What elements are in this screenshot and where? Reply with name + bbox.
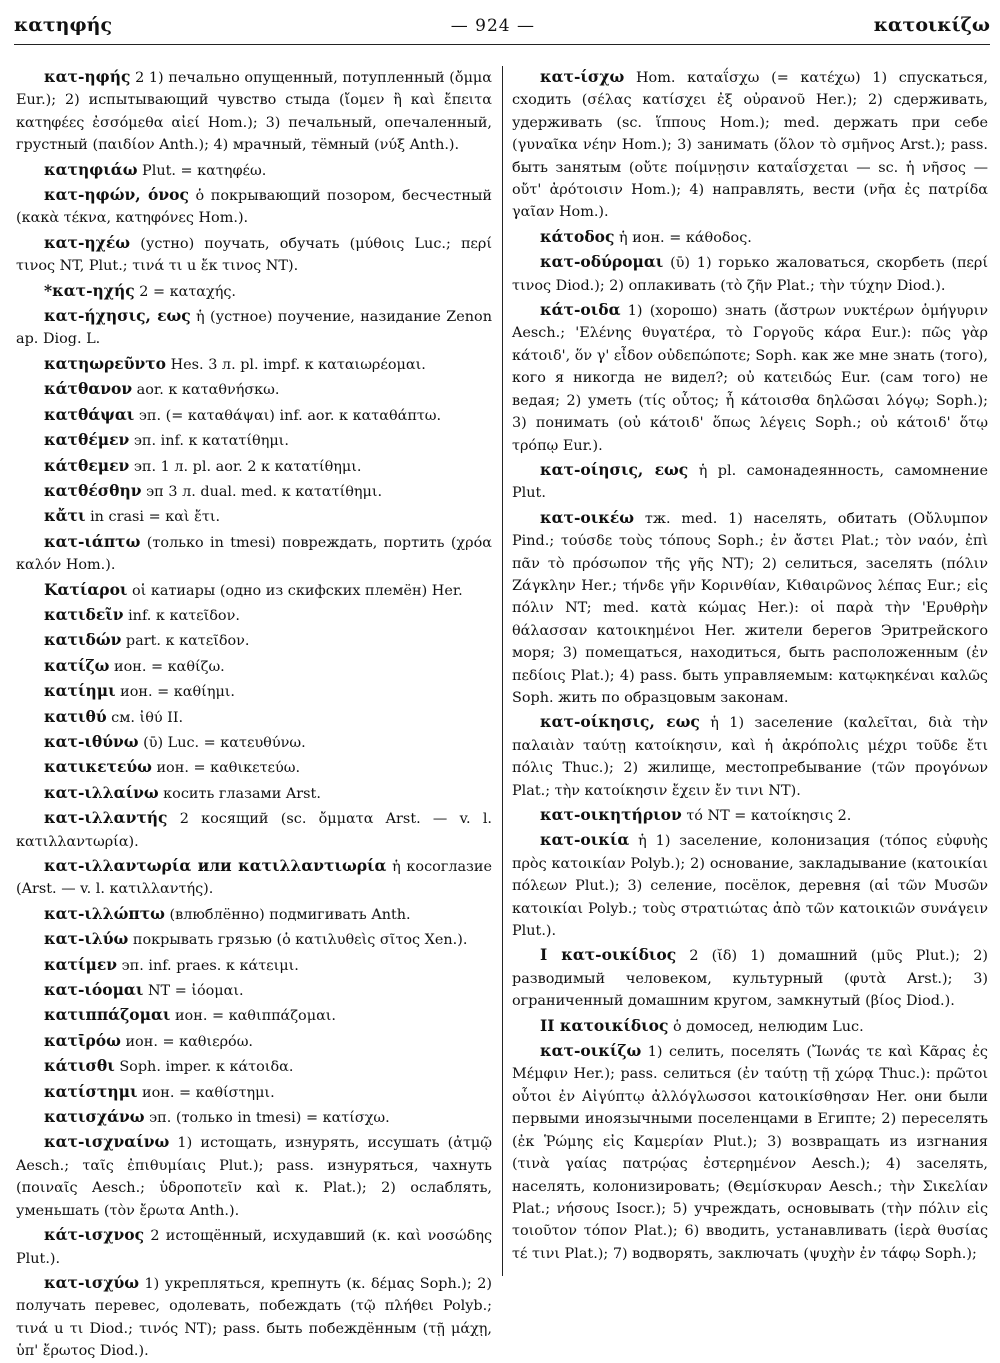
entry-headword: κατῑρόω — [44, 1030, 121, 1050]
entry-headword: κατηφιάω — [44, 159, 138, 179]
entry-headword: κατ-ισχύω — [44, 1272, 140, 1292]
entry-definition: τό NT = κατοίκησις 2. — [686, 808, 852, 824]
left-column — [16, 66, 493, 1360]
entry-definition: ἡ 1) заселение, колонизация (τόπος εὐφυὴς πρὸς κατοικίαν Polyb.); 2) основание, закладывание (κατοικίαι πόλεων Plut.); 3) селение, посёлок, деревня (αἱ τῶν Μυσῶν κατοικίαι Polyb.; τοὺς στρατιώτας ἀπὸ τῶν κατοικιῶν συνάγειν Plut.). — [512, 833, 988, 940]
entry-headword: κατ-οικητήριον — [540, 805, 682, 824]
entry-definition: ἡ косоглазие (Arst. — v. l. κατιλλαντής). — [16, 859, 493, 898]
dictionary-entry — [16, 928, 492, 951]
entry-definition: эп. (только in tmesi) = κατίσχω. — [149, 1110, 390, 1127]
entry-definition: эп. (= καταθάψαι) inf. aor. к καταθάπτω. — [138, 407, 442, 424]
entry-definition: ἡ ион. = κάθοδος. — [619, 229, 752, 246]
entry-headword: κατιδών — [44, 630, 122, 650]
entry-headword: κατ-ίσχω — [540, 67, 625, 86]
dictionary-entry — [16, 1081, 492, 1104]
entry-definition: Soph. imper. к κάτοιδα. — [119, 1059, 294, 1076]
dictionary-entry — [512, 66, 988, 224]
entry-definition: ион. = καθίζω. — [114, 658, 225, 675]
entry-headword: κάτοδος — [540, 226, 615, 246]
entry-headword: κατ-ιλλαντωρία или κατιλλαντιωρία — [44, 856, 387, 875]
entry-headword: κατίμεν — [44, 954, 117, 974]
dictionary-entry — [16, 280, 492, 303]
entry-definition: ὁ покрывающий позором, бесчестный (κακὰ τέκνα, κατηφόνες Hom.). — [16, 188, 492, 227]
entry-definition: 1) селить, поселять (Ἴωνάς τε καὶ Κᾶρας ἐς Μέμφιν Her.); pass. селиться (ἐν ταύτῃ τῇ χώρᾳ Thuc.): πρῶτοι οὗτοι ἐν Αἰγύπτῳ ἀλλόγλωσσοι κατοικίσθησαν Her. они были первыми иноязычными поселенцами в Египте; 2) переселять (ἐκ Ῥώμης εἰς Καμερίαν Plut.); 3) возвращать из изгнания (τινὰ γαίας πατρῴας ἐστερημένον Aesch.); 4) заселять, населять, колонизировать; (Θεμίσκυραν Aesch.; τὴν Σικελίαν Plat.; νήσους Isocr.); 5) учреждать, основывать (τὴν πόλιν εἰς τοιοῦτον τόπον Plat.); 6) вводить, устанавливать (ἱερὰ θυσίας τέ τινι Plat.); 7) водворять, заключать (ψυχὴν ἐν τάφῳ Soph.); — [512, 1044, 988, 1262]
entry-headword: κατ-οικέω — [540, 507, 635, 527]
dictionary-entry — [16, 1055, 492, 1078]
entry-headword: κατθέσθην — [44, 480, 142, 500]
entry-definition: 2 1) печально опущенный, потупленный (ὄμμα Eur.); 2) испытывающий чувство стыда (ἴομεν ἢ καὶ ἔπειτα κατηφέες ἐσσόμεθα αἰεί Hom.); 3) печальный, опечаленный, грустный (παιδίον Anth.); 4) мрачный, тёмный (νύξ Anth.). — [16, 70, 492, 154]
column-divider — [502, 66, 503, 1276]
entry-definition: Hom. καταΐσχω (= κατέχω) 1) спускаться, сходить (σέλας κατίσχει ἐξ οὐρανοῦ Her.); 2) сдерживать, удерживать (sc. ἵππους Hom.); med. держать при себе (γυναῖκα νέην Hom.); 3) занимать (ὅλον τὸ σμῆνος Arst.); pass. быть занятым (οὔτε ποίμνῃσιν καταΐσχεται — sc. ἡ νῆσος — οὔτ' ἀρότοισιν Hom.); 4) направлять, вести (νῆα ἐς πατρίδα γαῖαν Hom.). — [512, 70, 988, 221]
entry-headword: κατ-οικίζω — [540, 1041, 642, 1061]
entry-headword: Κατίαροι — [44, 579, 128, 599]
dictionary-entry — [16, 378, 492, 401]
entry-headword: κατ-ηφής — [44, 67, 131, 86]
dictionary-entry — [16, 232, 492, 278]
entry-headword: κἄτι — [44, 506, 86, 526]
dictionary-entry — [16, 979, 492, 1002]
entry-definition: Hes. 3 л. pl. impf. к καταιωρέομαι. — [170, 356, 426, 373]
entry-definition: 1) (хорошо) знать (ἄστρων νυκτέρων ὁμήγυριν Aesch.; 'Ελένης θυγατέρα, τὸ Γοργοῦς κάρα Eur.): πῶς γὰρ κάτοιδ', ὅν γ' εἶδον οὐδεπώποτε; Soph. как же мне знать (того), кого я никогда не видел?; οὐ κατειδώς Eur. (сам того) не ведая; 2) уметь (τίς οὗτος; ἦ κάτοισθα δηλῶσαι λόγῳ; Soph.); 3) понимать (οὐ κάτοιδ' ὅπως λέγεις Soph.; οὐ κάτοιδ' ὅτῳ τρόπῳ Eur.). — [512, 303, 988, 454]
entry-definition: Plut. = κατηφέω. — [142, 162, 267, 179]
entry-headword: κατ-ιλύω — [44, 929, 129, 949]
entry-definition: ион. = καθίστημι. — [142, 1084, 275, 1101]
entry-headword: κάτισθι — [44, 1056, 115, 1076]
entry-definition: (влюблённо) подмигивать Anth. — [169, 906, 411, 923]
dictionary-entry — [512, 299, 988, 457]
dictionary-entry — [16, 1004, 492, 1027]
right-column — [512, 66, 988, 1276]
dictionary-entry — [16, 782, 492, 805]
entry-headword: κατ-ηφών, όνος — [44, 185, 189, 205]
entry-definition: 1) истощать, изнурять, иссушать (ἀτμῷ Aesch.; ταῖς ἐπιθυμίαις Plut.); pass. изнуряться, чахнуть (ποιναῖς Aesch.; ὑδροποτεῖν καὶ κ. Plat.); 2) ослаблять, уменьшать (τὸν ἔρωτα Anth.). — [16, 1135, 492, 1219]
entry-definition: эп. inf. praes. к κάτειμι. — [121, 957, 299, 974]
dictionary-entry — [16, 855, 492, 901]
entry-definition: οἱ катиары (одно из скифских племён) Her. — [131, 582, 463, 599]
dictionary-entry — [16, 159, 492, 182]
entry-headword: II κατοικίδιος — [540, 1015, 669, 1035]
dictionary-entry — [16, 807, 492, 853]
entry-definition: ион. = καθίημι. — [120, 684, 236, 701]
entry-definition: 2 истощённый, исхудавший (κ. καὶ νοσώδης Plut.). — [16, 1228, 492, 1267]
right-running-headword: κατοικίζω — [873, 14, 990, 36]
dictionary-entry — [16, 429, 492, 452]
entry-headword: κατιππάζομαι — [44, 1005, 171, 1025]
entry-definition: (только in tmesi) повреждать, портить (χρόα καλόν Hom.). — [16, 534, 492, 574]
dictionary-entry — [16, 1272, 492, 1363]
dictionary-entry — [16, 1131, 492, 1222]
entry-definition: aor. к καταθνήσκω. — [136, 382, 280, 399]
dictionary-entry — [16, 579, 492, 602]
entry-headword: κατ-ιόομαι — [44, 980, 144, 1000]
entry-definition: in crasi = καὶ ἔτι. — [90, 509, 221, 526]
entry-definition: 1) укрепляться, крепнуть (κ. δέμας Soph.); 2) получать перевес, одолевать, побеждать (τῷ πλήθει Polyb.; τινά u τι Diod.; τινός NT); pass. быть побеждённым (τῇ μάχῃ, ὑπ' ἔρωτος Diod.). — [16, 1275, 492, 1360]
left-running-headword: κατηφής — [14, 14, 113, 36]
entry-headword: κατ-ήχησις, εως — [44, 306, 191, 326]
entry-definition: (устно) поучать, обучать (μύθοις Luc.; περί τινος NT, Plut.; τινά τι u ἔκ τινος NT). — [16, 235, 492, 275]
entry-definition: (ῡ) Luc. = κατευθύνω. — [143, 734, 306, 751]
entry-headword: κατθάψαι — [44, 404, 135, 424]
dictionary-entry — [16, 604, 492, 627]
entry-headword: κατηωρεῦντο — [44, 353, 167, 373]
entry-headword: κατισχάνω — [44, 1107, 145, 1127]
entry-headword: κάτθεμεν — [44, 455, 130, 475]
entry-definition: тж. med. 1) населять, обитать (Οὔλυμπον Pind.; τούσδε τοὺς τόπους Soph.; ἐν ἄστει Plat.; τὸν ναόν, ἐπὶ πᾶν τὸ πρόσωπον τῆς γῆς NT); 2) селиться, заселять (πόλιν Ζάγκλην Her.; τήνδε γῆν Κορινθίαν, Κιθαιρῶνος λέπας Eur.; εἰς πόλιν NT; med. κατὰ κώμας Her.): οἱ παρὰ τὴν 'Ερυθρὴν θάλασσαν κατοικημένοι Her. жители берегов Эритрейского моря; 3) помещаться, находиться, быть расположенным (ἐν πεδίοις Plat.); 4) pass. быть управляемым: κατῳκηκέναι καλῶς Soph. жить по образцовым законам. — [512, 510, 989, 706]
dictionary-entry — [512, 1015, 988, 1038]
entry-definition: см. ἰθύ II. — [111, 709, 184, 726]
entry-definition: эп 3 л. dual. med. к κατατίθημι. — [146, 483, 383, 500]
entry-headword: I κατ-οικίδιος — [540, 945, 677, 965]
entry-headword: κατ-οδύρομαι — [540, 252, 664, 272]
dictionary-entry — [16, 305, 492, 351]
entry-headword: *κατ-ηχής — [44, 280, 135, 300]
dictionary-entry — [512, 1040, 988, 1265]
dictionary-entry — [16, 1224, 492, 1270]
entry-definition: ἡ pl. самонадеянность, самомнение Plut. — [512, 462, 989, 502]
entry-definition: ἡ 1) заселение (καλεῖται, διὰ τὴν παλαιὰν ταύτῃ κατοίκησιν, καὶ ἡ ἀκρόπολις μέχρι τοῦδε ἔτι πόλις Thuc.); 2) жилище, местопребывание (τῶν προγόνων Plat.; τὴν κατοίκησιν ἔχειν ἔν τινι NT). — [512, 715, 988, 799]
dictionary-entry — [512, 459, 988, 505]
entry-definition: ион. = καθιππάζομαι. — [174, 1008, 336, 1025]
entry-definition: ион. = καθικετεύω. — [156, 760, 301, 777]
dictionary-entry — [16, 655, 492, 678]
entry-headword: κάτθανον — [44, 379, 133, 399]
entry-headword: κατίστημι — [44, 1081, 138, 1101]
entry-headword: κατίημι — [44, 681, 116, 701]
dictionary-entry — [512, 711, 988, 802]
entry-definition: косить глазами Arst. — [163, 785, 321, 802]
entry-definition: ὁ домосед, нелюдим Luc. — [673, 1018, 864, 1035]
entry-definition: (ῡ) 1) горько жаловаться, скорбеть (περί τινος Diod.); 2) оплакивать (τὸ ζῆν Plat.; τὴν τύχην Diod.). — [512, 255, 988, 294]
entry-definition: NT = ἰόομαι. — [147, 983, 244, 1000]
entry-headword: κατ-οικία — [540, 830, 630, 850]
dictionary-entry — [16, 1030, 492, 1053]
entry-headword: κάτ-ισχνος — [44, 1225, 145, 1245]
entry-headword: κατθέμεν — [44, 430, 130, 450]
entry-headword: κατ-ηχέω — [44, 232, 131, 252]
dictionary-entry — [16, 66, 492, 157]
entry-definition: эп. 1 л. pl. aor. 2 к κατατίθημι. — [133, 458, 362, 475]
page-number: — 924 — — [450, 16, 535, 36]
dictionary-entry — [16, 455, 492, 478]
entry-headword: κατίζω — [44, 655, 110, 675]
entry-headword: κατ-ιάπτω — [44, 531, 141, 551]
entry-headword: κατ-οίκησις, εως — [540, 712, 700, 732]
entry-headword: κατ-ιλλώπτω — [44, 903, 165, 923]
dictionary-entry — [16, 731, 492, 754]
entry-headword: κατικετεύω — [44, 757, 152, 777]
entry-definition: покрывать грязью (ὁ κατιλυθεὶς σῖτος Xen.). — [132, 932, 468, 949]
dictionary-entry — [16, 505, 492, 528]
dictionary-entry — [16, 954, 492, 977]
entry-definition: inf. к κατεῖδον. — [128, 607, 240, 624]
dictionary-entry — [512, 804, 988, 827]
entry-headword: κατ-ισχναίνω — [44, 1132, 170, 1152]
entry-headword: κάτ-οιδα — [540, 300, 621, 320]
dictionary-entry — [16, 680, 492, 703]
entry-definition: 2 косящий (sc. ὄμματα Arst. — v. l. κατιλλαντωρία). — [16, 811, 493, 850]
entry-definition: part. к κατεῖδον. — [125, 633, 250, 650]
dictionary-entry — [512, 251, 988, 297]
dictionary-entry — [16, 629, 492, 652]
dictionary-entry — [16, 706, 492, 729]
dictionary-entry — [512, 944, 988, 1012]
dictionary-entry — [16, 1106, 492, 1129]
entry-definition: ион. = καθιερόω. — [125, 1033, 254, 1050]
dictionary-entry — [16, 184, 492, 230]
entry-definition: 2 (ῐδ) 1) домашний (μῦς Plut.); 2) разводимый человеком, культурный (φυτὰ Arst.); 3) ограниченный домашним кругом, замкнутый (βίος Diod.). — [512, 948, 988, 1010]
dictionary-entry — [16, 404, 492, 427]
entry-definition: ἡ (устное) поучение, назидание Zenon ap. Diog. L. — [16, 309, 492, 348]
dictionary-entry — [16, 903, 492, 926]
dictionary-entry — [16, 531, 492, 577]
entry-headword: κατ-ιλλαίνω — [44, 782, 159, 802]
dictionary-entry — [512, 507, 988, 710]
entry-headword: κατ-ιθύνω — [44, 731, 139, 751]
entry-headword: κατιδεῖν — [44, 604, 124, 624]
page-header — [14, 14, 990, 45]
dictionary-entry — [512, 226, 988, 249]
dictionary-entry — [16, 756, 492, 779]
entry-definition: эп. inf. к κατατίθημι. — [133, 433, 289, 450]
dictionary-entry — [16, 353, 492, 376]
entry-headword: κατ-οίησις, εως — [540, 459, 689, 479]
entry-definition: 2 = καταχής. — [139, 283, 236, 300]
dictionary-entry — [16, 480, 492, 503]
dictionary-entry — [512, 829, 988, 942]
entry-headword: κατ-ιλλαντής — [44, 808, 168, 828]
entry-headword: κατιθύ — [44, 706, 107, 726]
